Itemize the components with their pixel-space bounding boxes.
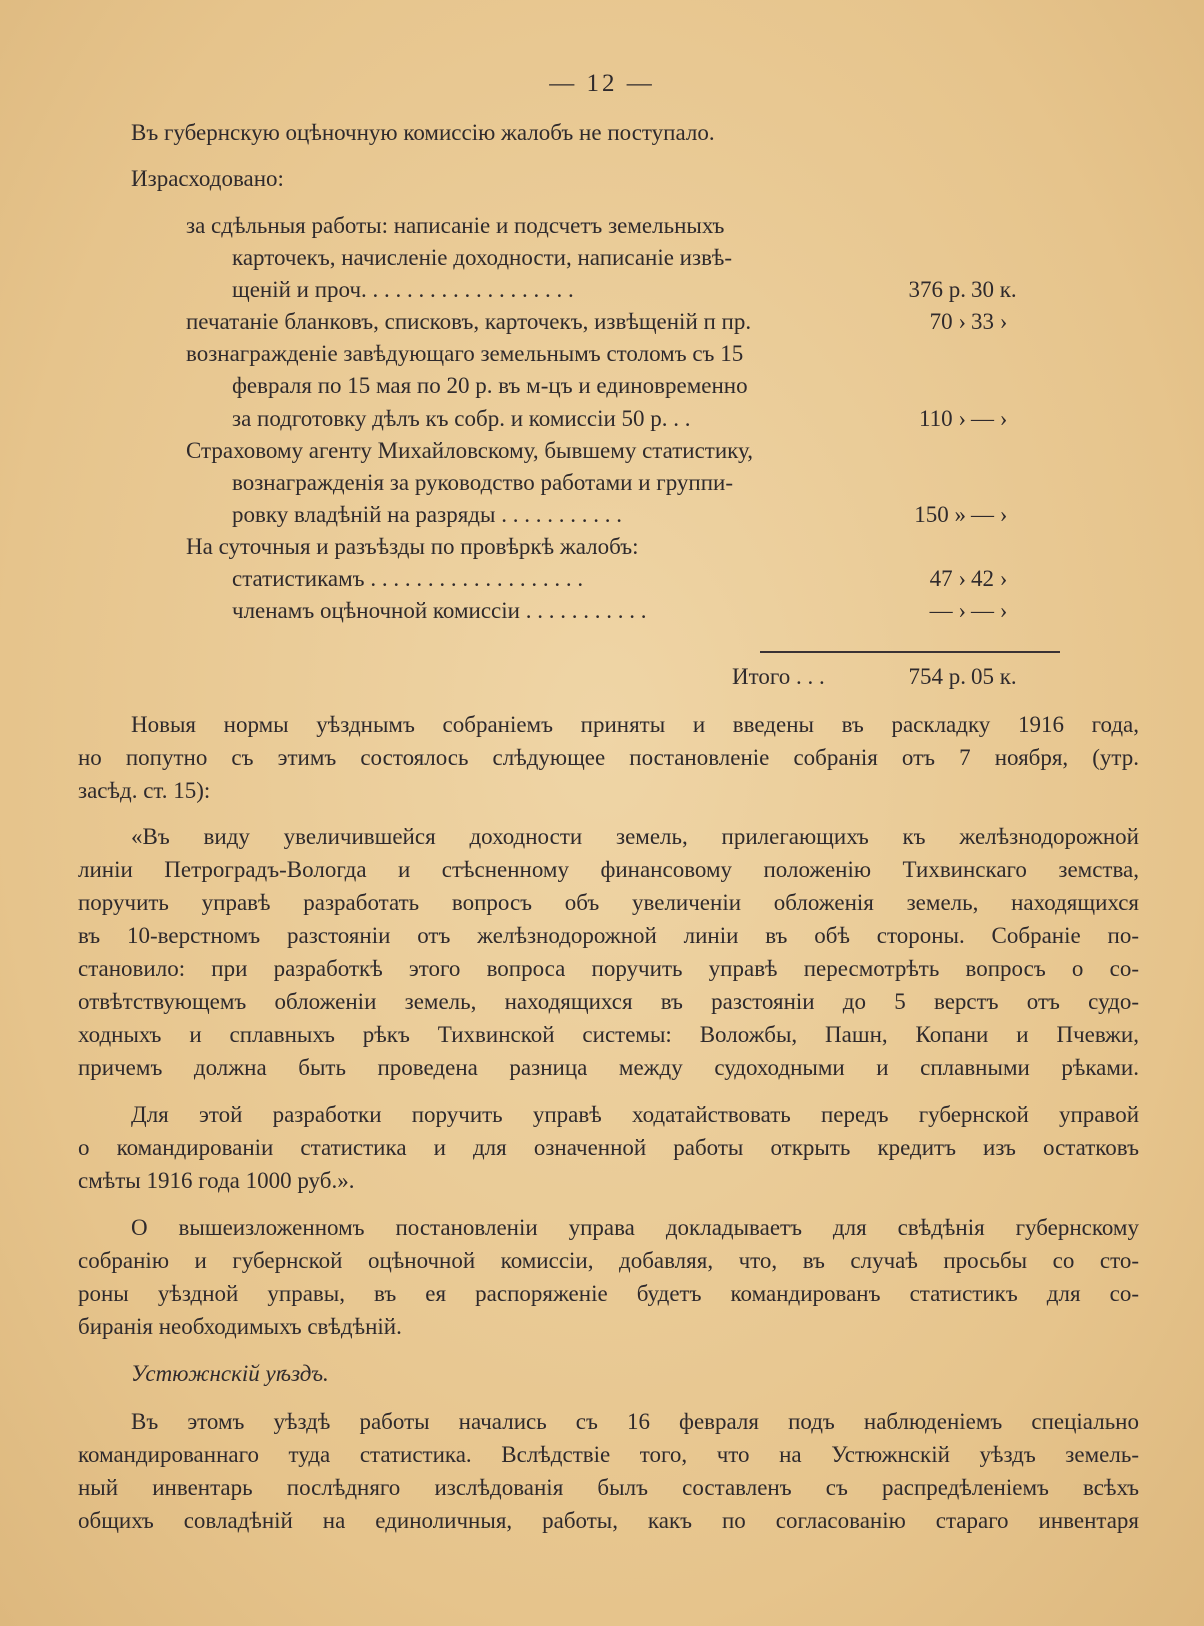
expense-line: вознагражденіе завѣдующаго земельнымъ столомъ съ 15 — [186, 341, 744, 366]
expense-kopecks: 33 › — [971, 309, 1008, 334]
expense-row — [186, 406, 1062, 436]
paragraph-line: Въ этомъ уѣздѣ работы начались съ 16 февраля подъ наблюденіемъ спеціально — [131, 1409, 1139, 1434]
paragraph-line: но попутно съ этимъ состоялось слѣдующее постановленіе собранія отъ 7 ноября, (утр. — [78, 745, 1139, 770]
total-rule — [760, 651, 1060, 653]
paragraph-line: смѣты 1916 года 1000 руб.». — [78, 1168, 355, 1193]
total-label: Итого . . . — [732, 664, 825, 689]
expense-kopecks: — › — [971, 598, 1008, 623]
total-kopecks: 05 к. — [971, 664, 1017, 689]
expense-line: ровку владѣній на разряды . . . . . . . . . . . — [232, 502, 622, 527]
paragraph-line: роны уѣздной управы, въ ея распоряженіе будетъ командированъ статистикъ для со- — [78, 1281, 1139, 1306]
expense-row — [186, 566, 1062, 596]
expense-kopecks: — › — [971, 502, 1008, 527]
section-title: Устюжнскій уѣздъ. — [131, 1361, 329, 1386]
expense-row — [186, 309, 1062, 339]
paragraph-line: поручить управѣ разработать вопросъ объ увеличеніи обложенія земель, находящихся — [78, 890, 1139, 915]
expense-line: щеній и проч. . . . . . . . . . . . . . . . . . . — [232, 277, 574, 302]
expense-kopecks: 30 к. — [971, 277, 1017, 302]
paragraph-line: «Въ виду увеличившейся доходности земель, прилегающихъ къ желѣзнодорожной — [131, 824, 1139, 849]
expense-heading: На суточныя и разъѣзды по провѣркѣ жалобъ: — [186, 534, 639, 559]
paragraph-line: ный инвентарь послѣдняго изслѣдованія былъ составленъ съ распредѣленіемъ всѣхъ — [78, 1475, 1139, 1500]
paragraph-line: собранію и губернской оцѣночной комиссіи, добавляя, что, въ случаѣ просьбы со сто- — [78, 1248, 1139, 1273]
paragraph-line: засѣд. ст. 15): — [78, 778, 211, 803]
expense-line: членамъ оцѣночной комиссіи . . . . . . . . . . . — [232, 598, 647, 623]
expense-line: Страховому агенту Михайловскому, бывшему статистику, — [186, 438, 753, 463]
expense-row — [186, 502, 1062, 532]
paragraph-line: ходныхъ и сплавныхъ рѣкъ Тихвинской системы: Воложбы, Пашн, Копани и Пчевжи, — [78, 1022, 1139, 1047]
expense-line: карточекъ, начисленіе доходности, написаніе извѣ- — [232, 245, 733, 270]
paragraph-line: отвѣтствующемъ обложеніи земель, находящихся въ разстояніи до 5 верстъ отъ судо- — [78, 989, 1139, 1014]
expense-kopecks: 42 › — [971, 566, 1008, 591]
expense-line: февраля по 15 мая по 20 р. въ м-цъ и единовременно — [232, 373, 748, 398]
expense-rubles: 47 › — [929, 566, 966, 591]
expense-rubles: 376 р. — [908, 277, 966, 302]
expense-line: за подготовку дѣлъ къ собр. и комиссіи 50 р. . . — [232, 406, 691, 431]
paragraph-line: причемъ должна быть проведена разница между судоходными и сплавными рѣками. — [78, 1055, 1139, 1080]
paragraph-line: командированнаго туда статистика. Вслѣдствіе того, что на Устюжнскій уѣздъ земель- — [78, 1442, 1139, 1467]
paragraph-line: въ 10-верстномъ разстояніи отъ желѣзнодорожной линіи въ обѣ стороны. Собраніе по- — [78, 923, 1139, 948]
paragraph-line: О вышеизложенномъ постановленіи управа докладываетъ для свѣдѣнія губернскому — [131, 1215, 1139, 1240]
spent-heading: Израсходовано: — [131, 166, 284, 191]
expense-line: за сдѣльныя работы: написаніе и подсчетъ земельныхъ — [186, 213, 725, 238]
expense-rubles: 150 » — [914, 502, 966, 527]
expense-rubles: 110 › — [918, 406, 966, 431]
expense-line: печатаніе бланковъ, списковъ, карточекъ, извѣщеній п пр. — [186, 309, 752, 334]
paragraph-line: о командированіи статистика и для означенной работы открыть кредитъ изъ остатковъ — [78, 1135, 1139, 1160]
expense-line: статистикамъ . . . . . . . . . . . . . . . . . . . — [232, 566, 584, 591]
expense-kopecks: — › — [971, 406, 1008, 431]
intro-line: Въ губернскую оцѣночную комиссію жалобъ не поступало. — [131, 120, 715, 145]
expense-row — [186, 277, 1062, 307]
paragraph-line: биранія необходимыхъ свѣдѣній. — [78, 1314, 402, 1339]
expense-rubles: 70 › — [929, 309, 966, 334]
expense-row — [186, 598, 1062, 628]
paragraph-line: Новыя нормы уѣзднымъ собраніемъ приняты и введены въ раскладку 1916 года, — [131, 712, 1139, 737]
expense-line: вознагражденія за руководство работами и группи- — [232, 470, 734, 495]
page-number: — 12 — — [549, 70, 655, 97]
total-row — [186, 664, 1062, 694]
total-rubles: 754 р. — [908, 664, 966, 689]
paragraph-line: линіи Петроградъ-Вологда и стѣсненному финансовому положенію Тихвинскаго земства, — [78, 857, 1139, 882]
paragraph-line: становило: при разработкѣ этого вопроса поручить управѣ пересмотрѣть вопросъ о со- — [78, 956, 1139, 981]
expense-rubles: — › — [929, 598, 966, 623]
paragraph-line: общихъ совладѣній на единоличныя, работы, какъ по согласованію стараго инвентаря — [78, 1508, 1139, 1533]
paragraph-line: Для этой разработки поручить управѣ ходатайствовать передъ губернской управой — [131, 1102, 1139, 1127]
